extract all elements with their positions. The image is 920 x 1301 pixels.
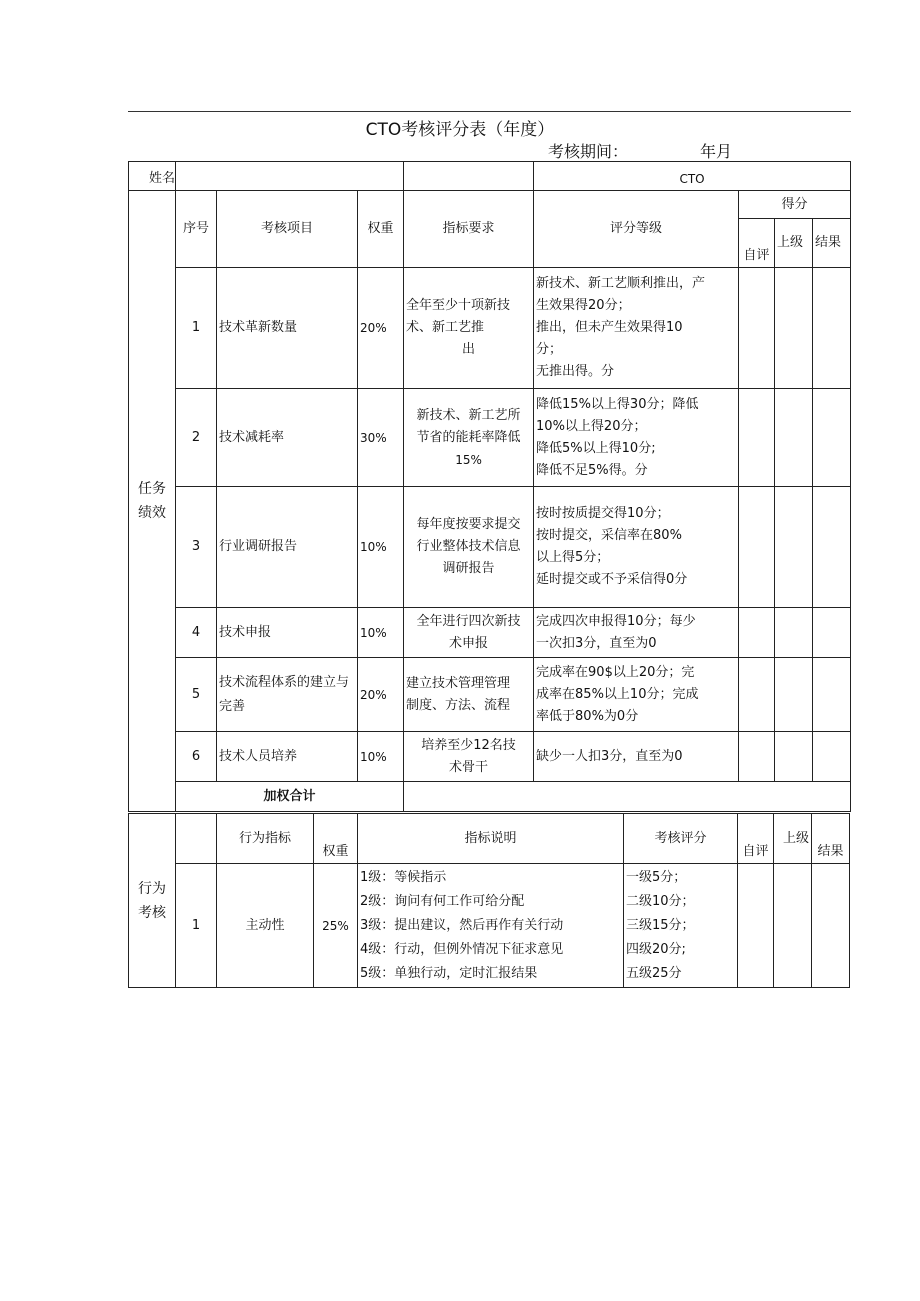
behavior-row	[129, 864, 850, 988]
score-self-cell[interactable]	[739, 658, 775, 732]
top-rule	[128, 111, 851, 112]
page-title: CTO考核评分表（年度）	[365, 120, 555, 140]
period-label: 考核期间：	[548, 142, 629, 161]
score-superior-cell[interactable]	[775, 268, 813, 389]
behavior-superior-cell[interactable]	[774, 864, 812, 988]
behavior-section-label: 行为考核	[129, 814, 176, 988]
task-no: 1	[176, 268, 217, 389]
task-no: 2	[176, 389, 217, 487]
weighted-total-row	[129, 782, 851, 812]
task-weight: 30%	[358, 389, 404, 487]
score-self-cell[interactable]	[739, 389, 775, 487]
behavior-header-result: 结果	[812, 814, 850, 864]
task-weight: 20%	[358, 658, 404, 732]
weighted-total-value[interactable]	[404, 782, 851, 812]
info-row	[129, 162, 851, 191]
task-row	[129, 658, 851, 732]
task-grading: 完成四次申报得10分；每少 一次扣3分，直至为0	[534, 608, 739, 658]
score-superior-cell[interactable]	[775, 658, 813, 732]
header-no: 序号	[176, 191, 217, 268]
task-weight: 10%	[358, 608, 404, 658]
task-row	[129, 487, 851, 608]
score-superior-cell[interactable]	[775, 732, 813, 782]
task-no: 6	[176, 732, 217, 782]
task-no: 4	[176, 608, 217, 658]
task-grading: 新技术、新工艺顺利推出，产 生效果得20分； 推出，但未产生效果得10 分； 无推出得。分	[534, 268, 739, 389]
task-weight: 20%	[358, 268, 404, 389]
behavior-indicator: 主动性	[217, 864, 314, 988]
period-unit: 年月	[700, 142, 733, 161]
score-superior-cell[interactable]	[775, 487, 813, 608]
header-result: 结果	[813, 219, 851, 268]
name-value[interactable]	[176, 162, 404, 191]
name-label: 姓名	[129, 162, 176, 191]
task-grading: 按时按质提交得10分； 按时提交，采信率在80% 以上得5分； 延时提交或不予采信得0分	[534, 487, 739, 608]
score-superior-cell[interactable]	[775, 608, 813, 658]
task-item: 技术流程体系的建立与完善	[217, 658, 358, 732]
task-section-label: 任务绩效	[129, 191, 176, 812]
task-item: 行业调研报告	[217, 487, 358, 608]
task-requirement: 新技术、新工艺所 节省的能耗率降低 15%	[404, 389, 534, 487]
behavior-header-score-rule: 考核评分	[624, 814, 738, 864]
task-requirement: 全年进行四次新技 术申报	[404, 608, 534, 658]
task-item: 技术减耗率	[217, 389, 358, 487]
behavior-header-superior: 上级	[774, 814, 812, 864]
info-middle-cell[interactable]	[404, 162, 534, 191]
score-result-cell[interactable]	[813, 389, 851, 487]
score-result-cell[interactable]	[813, 608, 851, 658]
task-grading: 降低15%以上得30分；降低 10%以上得20分； 降低5%以上得10分; 降低不足5%得。分	[534, 389, 739, 487]
score-self-cell[interactable]	[739, 732, 775, 782]
task-row	[129, 389, 851, 487]
task-item: 技术申报	[217, 608, 358, 658]
behavior-result-cell[interactable]	[812, 864, 850, 988]
task-no: 5	[176, 658, 217, 732]
behavior-description: 1级：等候指示 2级：询问有何工作可给分配 3级：提出建议，然后再作有关行动 4级：行动，但例外情况下征求意见 5级：单独行动，定时汇报结果	[358, 864, 624, 988]
task-requirement: 建立技术管理管理 制度、方法、流程	[404, 658, 534, 732]
header-item: 考核项目	[217, 191, 358, 268]
task-row	[129, 732, 851, 782]
position-value: CTO	[534, 162, 851, 191]
score-result-cell[interactable]	[813, 732, 851, 782]
task-no: 3	[176, 487, 217, 608]
header-score: 得分	[739, 191, 851, 219]
behavior-header-self: 自评	[738, 814, 774, 864]
behavior-self-cell[interactable]	[738, 864, 774, 988]
behavior-no: 1	[176, 864, 217, 988]
header-requirement: 指标要求	[404, 191, 534, 268]
behavior-score-rule: 一级5分； 二级10分； 三级15分； 四级20分; 五级25分	[624, 864, 738, 988]
behavior-header-weight: 权重	[314, 814, 358, 864]
score-result-cell[interactable]	[813, 268, 851, 389]
behavior-header-no	[176, 814, 217, 864]
behavior-assessment-table	[128, 813, 850, 988]
task-weight: 10%	[358, 732, 404, 782]
score-result-cell[interactable]	[813, 658, 851, 732]
task-performance-table	[128, 161, 851, 812]
task-grading: 缺少一人扣3分，直至为0	[534, 732, 739, 782]
score-result-cell[interactable]	[813, 487, 851, 608]
task-requirement: 培养至少12名技 术骨干	[404, 732, 534, 782]
assessment-period	[548, 139, 732, 162]
task-row	[129, 608, 851, 658]
task-weight: 10%	[358, 487, 404, 608]
task-requirement: 全年至少十项新技 术、新工艺推 出	[404, 268, 534, 389]
behavior-header-description: 指标说明	[358, 814, 624, 864]
task-requirement: 每年度按要求提交 行业整体技术信息 调研报告	[404, 487, 534, 608]
weighted-total-label: 加权合计	[176, 782, 404, 812]
score-self-cell[interactable]	[739, 487, 775, 608]
score-self-cell[interactable]	[739, 268, 775, 389]
task-row	[129, 268, 851, 389]
behavior-header-indicator: 行为指标	[217, 814, 314, 864]
header-grading: 评分等级	[534, 191, 739, 268]
score-superior-cell[interactable]	[775, 389, 813, 487]
header-self: 自评	[739, 219, 775, 268]
header-weight: 权重	[358, 191, 404, 268]
task-item: 技术人员培养	[217, 732, 358, 782]
behavior-weight: 25%	[314, 864, 358, 988]
task-grading: 完成率在90$以上20分；完 成率在85%以上10分；完成 率低于80%为0分	[534, 658, 739, 732]
header-superior: 上级	[775, 219, 813, 268]
score-self-cell[interactable]	[739, 608, 775, 658]
task-item: 技术革新数量	[217, 268, 358, 389]
